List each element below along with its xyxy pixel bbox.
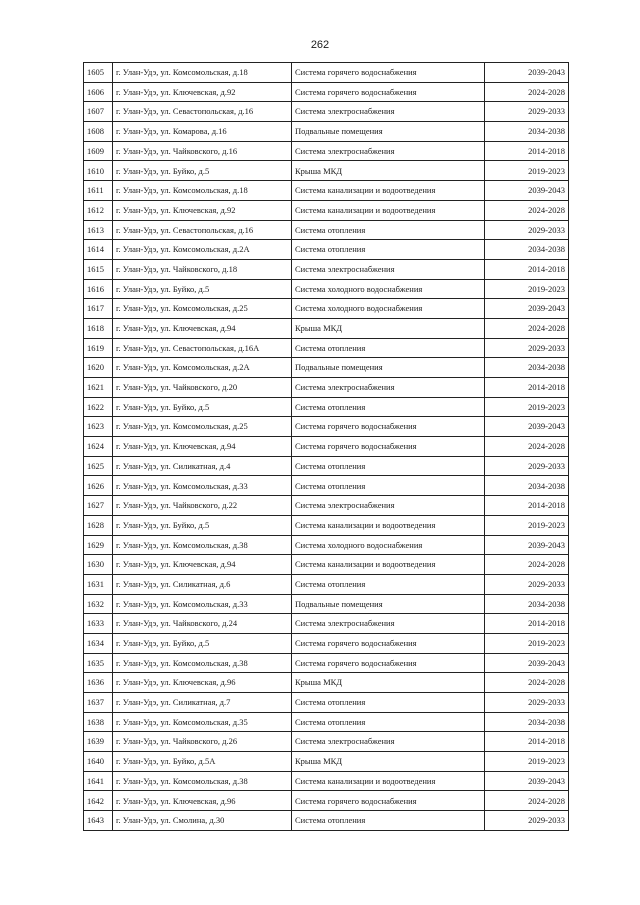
table-row — [84, 358, 569, 378]
period-cell: 2019-2023 — [485, 397, 569, 417]
table-row — [84, 417, 569, 437]
table-row — [84, 653, 569, 673]
table-row — [84, 614, 569, 634]
address-cell: г. Улан-Удэ, ул. Ключевская, д.96 — [113, 791, 292, 811]
system-cell: Система электроснабжения — [292, 141, 485, 161]
address-cell: г. Улан-Удэ, ул. Комсомольская, д.2А — [113, 240, 292, 260]
period-cell: 2029-2033 — [485, 456, 569, 476]
system-cell: Крыша МКД — [292, 752, 485, 772]
system-cell: Система отопления — [292, 338, 485, 358]
row-number-cell: 1616 — [84, 279, 113, 299]
period-cell: 2034-2038 — [485, 122, 569, 142]
row-number-cell: 1634 — [84, 633, 113, 653]
system-cell: Система горячего водоснабжения — [292, 791, 485, 811]
table-row — [84, 594, 569, 614]
address-cell: г. Улан-Удэ, ул. Силикатная, д.6 — [113, 574, 292, 594]
row-number-cell: 1629 — [84, 535, 113, 555]
period-cell: 2034-2038 — [485, 476, 569, 496]
table-row — [84, 693, 569, 713]
system-cell: Крыша МКД — [292, 161, 485, 181]
period-cell: 2014-2018 — [485, 732, 569, 752]
address-cell: г. Улан-Удэ, ул. Силикатная, д.4 — [113, 456, 292, 476]
row-number-cell: 1643 — [84, 811, 113, 831]
row-number-cell: 1628 — [84, 515, 113, 535]
address-cell: г. Улан-Удэ, ул. Силикатная, д.7 — [113, 693, 292, 713]
system-cell: Система отопления — [292, 456, 485, 476]
period-cell: 2034-2038 — [485, 712, 569, 732]
period-cell: 2019-2023 — [485, 161, 569, 181]
system-cell: Система горячего водоснабжения — [292, 63, 485, 83]
system-cell: Система горячего водоснабжения — [292, 633, 485, 653]
period-cell: 2039-2043 — [485, 771, 569, 791]
system-cell: Система горячего водоснабжения — [292, 653, 485, 673]
address-cell: г. Улан-Удэ, ул. Комсомольская, д.18 — [113, 63, 292, 83]
period-cell: 2034-2038 — [485, 594, 569, 614]
row-number-cell: 1635 — [84, 653, 113, 673]
row-number-cell: 1609 — [84, 141, 113, 161]
system-cell: Система электроснабжения — [292, 102, 485, 122]
row-number-cell: 1615 — [84, 259, 113, 279]
table-row — [84, 456, 569, 476]
system-cell: Подвальные помещения — [292, 122, 485, 142]
address-cell: г. Улан-Удэ, ул. Чайковского, д.24 — [113, 614, 292, 634]
period-cell: 2024-2028 — [485, 200, 569, 220]
period-cell: 2039-2043 — [485, 181, 569, 201]
period-cell: 2039-2043 — [485, 299, 569, 319]
address-cell: г. Улан-Удэ, ул. Ключевская, д.94 — [113, 437, 292, 457]
row-number-cell: 1638 — [84, 712, 113, 732]
system-cell: Система канализации и водоотведения — [292, 771, 485, 791]
row-number-cell: 1626 — [84, 476, 113, 496]
table-row — [84, 122, 569, 142]
system-cell: Система канализации и водоотведения — [292, 200, 485, 220]
address-cell: г. Улан-Удэ, ул. Ключевская, д.94 — [113, 555, 292, 575]
period-cell: 2024-2028 — [485, 791, 569, 811]
system-cell: Система отопления — [292, 476, 485, 496]
address-cell: г. Улан-Удэ, ул. Севастопольская, д.16А — [113, 338, 292, 358]
address-cell: г. Улан-Удэ, ул. Ключевская, д.92 — [113, 82, 292, 102]
period-cell: 2039-2043 — [485, 417, 569, 437]
period-cell: 2014-2018 — [485, 141, 569, 161]
row-number-cell: 1639 — [84, 732, 113, 752]
address-cell: г. Улан-Удэ, ул. Комсомольская, д.25 — [113, 299, 292, 319]
address-cell: г. Улан-Удэ, ул. Комарова, д.16 — [113, 122, 292, 142]
system-cell: Система электроснабжения — [292, 259, 485, 279]
system-cell: Система отопления — [292, 712, 485, 732]
table-row — [84, 82, 569, 102]
row-number-cell: 1607 — [84, 102, 113, 122]
period-cell: 2029-2033 — [485, 693, 569, 713]
period-cell: 2024-2028 — [485, 555, 569, 575]
address-cell: г. Улан-Удэ, ул. Буйко, д.5 — [113, 279, 292, 299]
system-cell: Система холодного водоснабжения — [292, 535, 485, 555]
table-row — [84, 259, 569, 279]
row-number-cell: 1617 — [84, 299, 113, 319]
period-cell: 2039-2043 — [485, 535, 569, 555]
system-cell: Система электроснабжения — [292, 614, 485, 634]
table-row — [84, 574, 569, 594]
period-cell: 2014-2018 — [485, 378, 569, 398]
row-number-cell: 1606 — [84, 82, 113, 102]
table-row — [84, 437, 569, 457]
row-number-cell: 1642 — [84, 791, 113, 811]
table-row — [84, 535, 569, 555]
table-row — [84, 771, 569, 791]
table-row — [84, 220, 569, 240]
address-cell: г. Улан-Удэ, ул. Комсомольская, д.33 — [113, 476, 292, 496]
row-number-cell: 1605 — [84, 63, 113, 83]
table-row — [84, 397, 569, 417]
period-cell: 2019-2023 — [485, 515, 569, 535]
system-cell: Система горячего водоснабжения — [292, 437, 485, 457]
row-number-cell: 1633 — [84, 614, 113, 634]
address-cell: г. Улан-Удэ, ул. Смолина, д.30 — [113, 811, 292, 831]
period-cell: 2034-2038 — [485, 240, 569, 260]
table-row — [84, 732, 569, 752]
row-number-cell: 1625 — [84, 456, 113, 476]
table-row — [84, 476, 569, 496]
registry-table — [83, 62, 569, 831]
system-cell: Система отопления — [292, 240, 485, 260]
table-row — [84, 811, 569, 831]
period-cell: 2014-2018 — [485, 614, 569, 634]
table-row — [84, 181, 569, 201]
address-cell: г. Улан-Удэ, ул. Комсомольская, д.35 — [113, 712, 292, 732]
row-number-cell: 1620 — [84, 358, 113, 378]
row-number-cell: 1636 — [84, 673, 113, 693]
table-row — [84, 712, 569, 732]
table-row — [84, 338, 569, 358]
table-row — [84, 161, 569, 181]
system-cell: Система канализации и водоотведения — [292, 555, 485, 575]
system-cell: Подвальные помещения — [292, 594, 485, 614]
period-cell: 2029-2033 — [485, 220, 569, 240]
system-cell: Система канализации и водоотведения — [292, 181, 485, 201]
table-row — [84, 496, 569, 516]
period-cell: 2039-2043 — [485, 63, 569, 83]
address-cell: г. Улан-Удэ, ул. Буйко, д.5 — [113, 397, 292, 417]
table-row — [84, 240, 569, 260]
table-row — [84, 515, 569, 535]
system-cell: Подвальные помещения — [292, 358, 485, 378]
system-cell: Система горячего водоснабжения — [292, 82, 485, 102]
period-cell: 2034-2038 — [485, 358, 569, 378]
row-number-cell: 1640 — [84, 752, 113, 772]
system-cell: Крыша МКД — [292, 673, 485, 693]
address-cell: г. Улан-Удэ, ул. Буйко, д.5 — [113, 161, 292, 181]
row-number-cell: 1612 — [84, 200, 113, 220]
address-cell: г. Улан-Удэ, ул. Комсомольская, д.2А — [113, 358, 292, 378]
period-cell: 2029-2033 — [485, 574, 569, 594]
system-cell: Система отопления — [292, 574, 485, 594]
period-cell: 2014-2018 — [485, 496, 569, 516]
address-cell: г. Улан-Удэ, ул. Чайковского, д.22 — [113, 496, 292, 516]
row-number-cell: 1614 — [84, 240, 113, 260]
address-cell: г. Улан-Удэ, ул. Чайковского, д.26 — [113, 732, 292, 752]
period-cell: 2024-2028 — [485, 318, 569, 338]
row-number-cell: 1611 — [84, 181, 113, 201]
page-number: 262 — [310, 39, 330, 51]
row-number-cell: 1631 — [84, 574, 113, 594]
row-number-cell: 1619 — [84, 338, 113, 358]
period-cell: 2029-2033 — [485, 102, 569, 122]
registry-table-body — [84, 63, 569, 831]
row-number-cell: 1624 — [84, 437, 113, 457]
table-row — [84, 102, 569, 122]
period-cell: 2029-2033 — [485, 811, 569, 831]
row-number-cell: 1632 — [84, 594, 113, 614]
system-cell: Система канализации и водоотведения — [292, 515, 485, 535]
system-cell: Система электроснабжения — [292, 496, 485, 516]
table-row — [84, 633, 569, 653]
system-cell: Крыша МКД — [292, 318, 485, 338]
table-row — [84, 673, 569, 693]
system-cell: Система отопления — [292, 693, 485, 713]
row-number-cell: 1610 — [84, 161, 113, 181]
address-cell: г. Улан-Удэ, ул. Комсомольская, д.33 — [113, 594, 292, 614]
row-number-cell: 1621 — [84, 378, 113, 398]
address-cell: г. Улан-Удэ, ул. Комсомольская, д.25 — [113, 417, 292, 437]
period-cell: 2039-2043 — [485, 653, 569, 673]
table-row — [84, 200, 569, 220]
system-cell: Система электроснабжения — [292, 378, 485, 398]
row-number-cell: 1623 — [84, 417, 113, 437]
row-number-cell: 1630 — [84, 555, 113, 575]
address-cell: г. Улан-Удэ, ул. Чайковского, д.16 — [113, 141, 292, 161]
period-cell: 2024-2028 — [485, 437, 569, 457]
row-number-cell: 1613 — [84, 220, 113, 240]
period-cell: 2024-2028 — [485, 673, 569, 693]
row-number-cell: 1641 — [84, 771, 113, 791]
system-cell: Система отопления — [292, 397, 485, 417]
system-cell: Система холодного водоснабжения — [292, 299, 485, 319]
table-row — [84, 378, 569, 398]
row-number-cell: 1608 — [84, 122, 113, 142]
row-number-cell: 1622 — [84, 397, 113, 417]
table-row — [84, 752, 569, 772]
table-row — [84, 791, 569, 811]
row-number-cell: 1627 — [84, 496, 113, 516]
address-cell: г. Улан-Удэ, ул. Комсомольская, д.18 — [113, 181, 292, 201]
address-cell: г. Улан-Удэ, ул. Ключевская, д.92 — [113, 200, 292, 220]
system-cell: Система отопления — [292, 811, 485, 831]
table-row — [84, 63, 569, 83]
address-cell: г. Улан-Удэ, ул. Буйко, д.5 — [113, 515, 292, 535]
table-row — [84, 141, 569, 161]
period-cell: 2019-2023 — [485, 279, 569, 299]
address-cell: г. Улан-Удэ, ул. Чайковского, д.18 — [113, 259, 292, 279]
address-cell: г. Улан-Удэ, ул. Севастопольская, д.16 — [113, 220, 292, 240]
address-cell: г. Улан-Удэ, ул. Комсомольская, д.38 — [113, 653, 292, 673]
address-cell: г. Улан-Удэ, ул. Комсомольская, д.38 — [113, 771, 292, 791]
row-number-cell: 1637 — [84, 693, 113, 713]
row-number-cell: 1618 — [84, 318, 113, 338]
address-cell: г. Улан-Удэ, ул. Чайковского, д.20 — [113, 378, 292, 398]
address-cell: г. Улан-Удэ, ул. Буйко, д.5А — [113, 752, 292, 772]
period-cell: 2024-2028 — [485, 82, 569, 102]
period-cell: 2019-2023 — [485, 633, 569, 653]
period-cell: 2029-2033 — [485, 338, 569, 358]
system-cell: Система горячего водоснабжения — [292, 417, 485, 437]
system-cell: Система отопления — [292, 220, 485, 240]
address-cell: г. Улан-Удэ, ул. Буйко, д.5 — [113, 633, 292, 653]
address-cell: г. Улан-Удэ, ул. Комсомольская, д.38 — [113, 535, 292, 555]
table-row — [84, 555, 569, 575]
table-row — [84, 299, 569, 319]
address-cell: г. Улан-Удэ, ул. Ключевская, д.96 — [113, 673, 292, 693]
table-row — [84, 318, 569, 338]
address-cell: г. Улан-Удэ, ул. Ключевская, д.94 — [113, 318, 292, 338]
period-cell: 2019-2023 — [485, 752, 569, 772]
system-cell: Система электроснабжения — [292, 732, 485, 752]
period-cell: 2014-2018 — [485, 259, 569, 279]
table-row — [84, 279, 569, 299]
system-cell: Система холодного водоснабжения — [292, 279, 485, 299]
address-cell: г. Улан-Удэ, ул. Севастопольская, д.16 — [113, 102, 292, 122]
